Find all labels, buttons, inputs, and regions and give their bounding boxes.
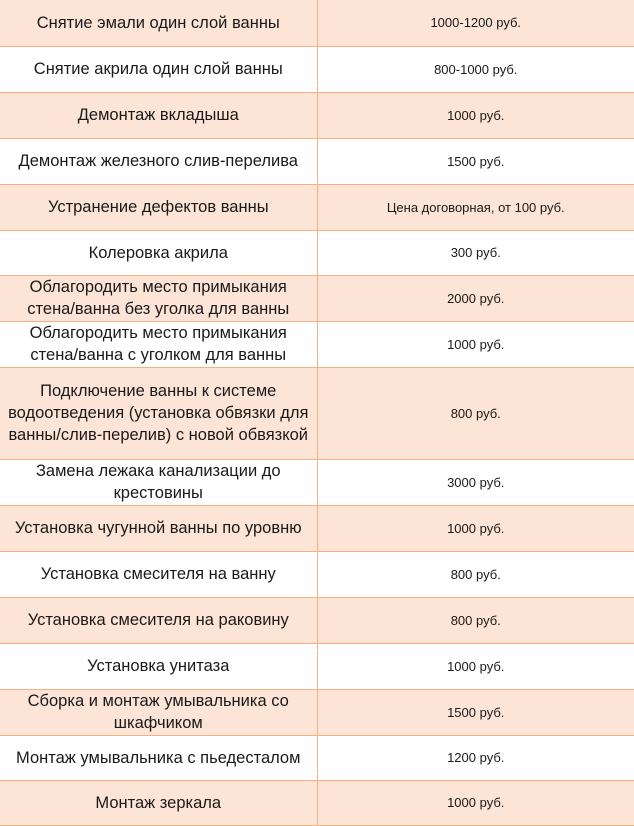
table-row bbox=[0, 735, 634, 780]
table-row bbox=[0, 780, 634, 825]
service-cell: Облагородить место примыкания стена/ванна с уголком для ванны bbox=[0, 321, 317, 367]
service-cell: Сборка и монтаж умывальника со шкафчиком bbox=[0, 689, 317, 735]
price-cell: 1000 руб. bbox=[317, 92, 634, 138]
price-cell: 800-1000 руб. bbox=[317, 46, 634, 92]
price-cell: 1000 руб. bbox=[317, 321, 634, 367]
service-cell: Снятие эмали один слой ванны bbox=[0, 0, 317, 46]
table-row bbox=[0, 92, 634, 138]
price-cell: Цена договорная, от 100 руб. bbox=[317, 184, 634, 230]
table-row bbox=[0, 138, 634, 184]
table-row bbox=[0, 46, 634, 92]
table-row bbox=[0, 230, 634, 275]
service-cell: Установка чугунной ванны по уровню bbox=[0, 505, 317, 551]
service-cell: Облагородить место примыкания стена/ванна без уголка для ванны bbox=[0, 275, 317, 321]
service-cell: Подключение ванны к системе водоотведения (установка обвязки для ванны/слив-перелив) с новой обвязкой bbox=[0, 367, 317, 459]
price-cell: 1000 руб. bbox=[317, 780, 634, 825]
table-row bbox=[0, 505, 634, 551]
table-row bbox=[0, 184, 634, 230]
service-cell: Установка унитаза bbox=[0, 643, 317, 689]
table-row bbox=[0, 275, 634, 321]
price-cell: 1500 руб. bbox=[317, 138, 634, 184]
service-cell: Снятие акрила один слой ванны bbox=[0, 46, 317, 92]
price-cell: 1000-1200 руб. bbox=[317, 0, 634, 46]
table-row bbox=[0, 367, 634, 459]
service-cell: Установка смесителя на ванну bbox=[0, 551, 317, 597]
table-row bbox=[0, 459, 634, 505]
service-cell: Демонтаж вкладыша bbox=[0, 92, 317, 138]
table-row bbox=[0, 551, 634, 597]
table-row bbox=[0, 597, 634, 643]
price-cell: 1200 руб. bbox=[317, 735, 634, 780]
service-cell: Устранение дефектов ванны bbox=[0, 184, 317, 230]
price-cell: 3000 руб. bbox=[317, 459, 634, 505]
price-cell: 300 руб. bbox=[317, 230, 634, 275]
service-cell: Демонтаж железного слив-перелива bbox=[0, 138, 317, 184]
table-row bbox=[0, 689, 634, 735]
price-cell: 1500 руб. bbox=[317, 689, 634, 735]
table-row bbox=[0, 643, 634, 689]
service-cell: Установка смесителя на раковину bbox=[0, 597, 317, 643]
price-cell: 800 руб. bbox=[317, 551, 634, 597]
service-cell: Монтаж умывальника с пьедесталом bbox=[0, 735, 317, 780]
price-cell: 1000 руб. bbox=[317, 505, 634, 551]
table-row bbox=[0, 0, 634, 46]
price-cell: 800 руб. bbox=[317, 367, 634, 459]
service-cell: Колеровка акрила bbox=[0, 230, 317, 275]
service-cell: Монтаж зеркала bbox=[0, 780, 317, 825]
price-cell: 2000 руб. bbox=[317, 275, 634, 321]
price-cell: 1000 руб. bbox=[317, 643, 634, 689]
price-cell: 800 руб. bbox=[317, 597, 634, 643]
service-cell: Замена лежака канализации до крестовины bbox=[0, 459, 317, 505]
table-row bbox=[0, 321, 634, 367]
